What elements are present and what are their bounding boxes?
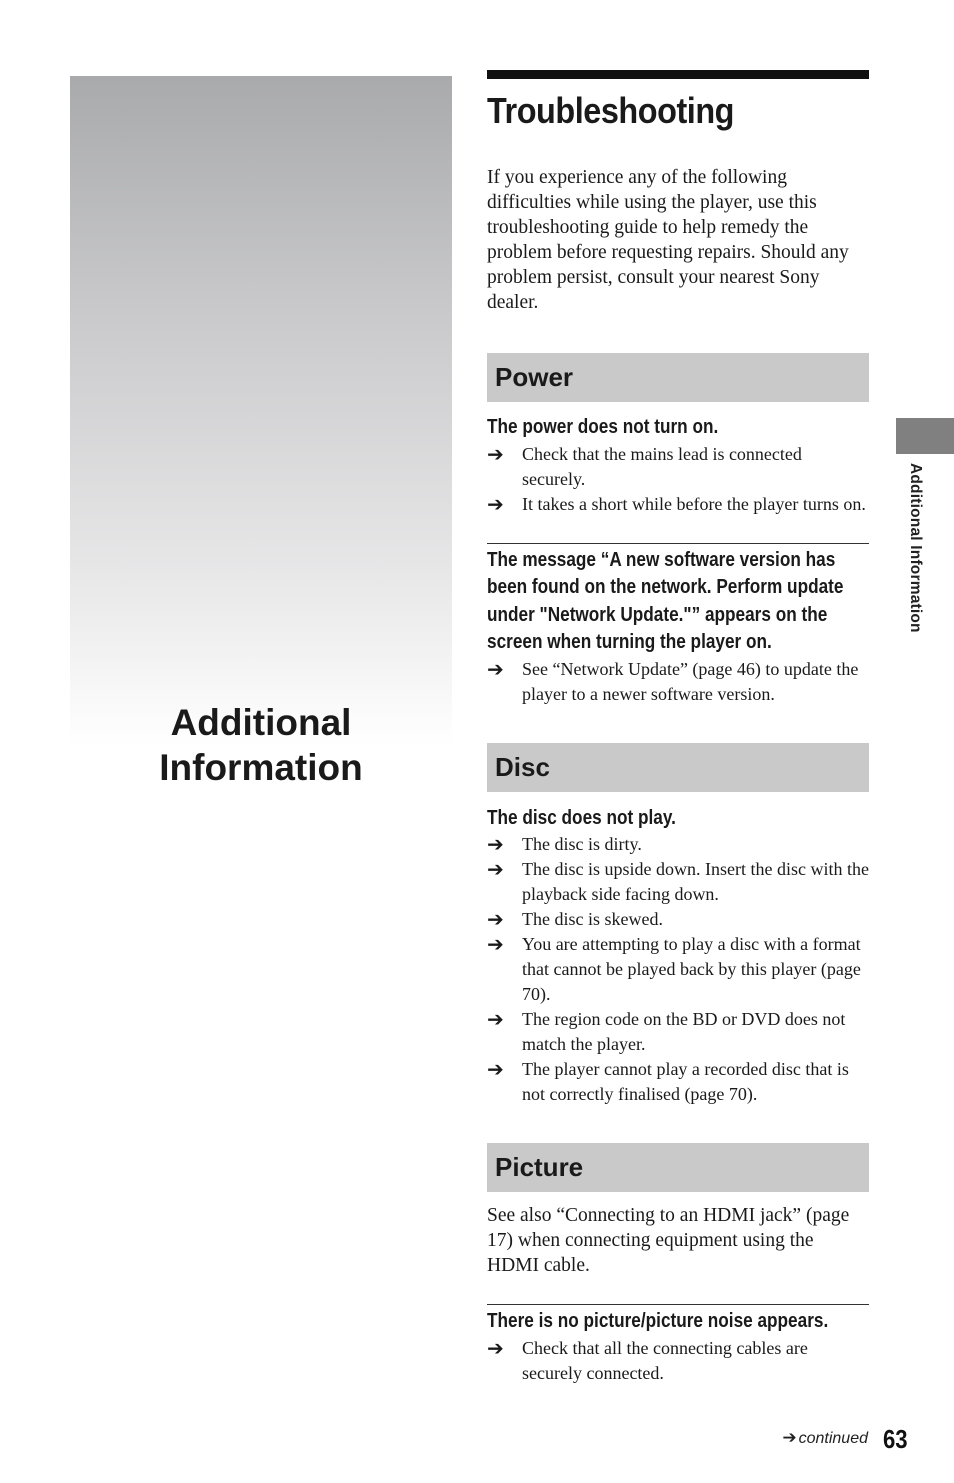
- list-item: ➔ Check that the mains lead is connected securely.: [487, 441, 802, 489]
- arrow-icon: ➔: [487, 832, 504, 856]
- arrow-icon: ➔: [487, 441, 504, 466]
- disc-question-1: The disc does not play.: [487, 806, 676, 829]
- main-column: [487, 70, 869, 1386]
- power-heading: Power: [487, 353, 869, 402]
- arrow-icon: ➔: [487, 656, 504, 681]
- picture-note: See also “Connecting to an HDMI jack” (page 17) when connecting equipment using the HDMI cable.: [487, 1205, 850, 1276]
- chapter-title-line2: Information: [159, 747, 363, 788]
- list-item: ➔ Check that all the connecting cables are securely connected.: [487, 1335, 808, 1383]
- disc-heading: Disc: [487, 743, 869, 792]
- continued-note: ➔ continued: [782, 1428, 868, 1448]
- power-question-2: The message “A new software version has been found on the network. Perform update under "Network Update."” appears on the screen when turning the player on.: [487, 548, 844, 653]
- list-item: ➔ You are attempting to play a disc with a format that cannot be played back by this player (page 70).: [487, 932, 861, 1004]
- arrow-icon: ➔: [487, 932, 504, 956]
- arrow-icon: ➔: [487, 1007, 504, 1031]
- list-item: ➔ See “Network Update” (page 46) to update the player to a newer software version.: [487, 656, 859, 704]
- list-item: ➔ The region code on the BD or DVD does not match the player.: [487, 1007, 846, 1054]
- side-tab-marker: [896, 418, 954, 454]
- list-item: ➔ It takes a short while before the player turns on.: [487, 491, 866, 516]
- divider: [487, 1304, 869, 1305]
- arrow-icon: ➔: [487, 1057, 504, 1081]
- arrow-icon: ➔: [782, 1428, 797, 1448]
- page-number: 63: [883, 1424, 908, 1454]
- title-rule: [487, 70, 869, 79]
- chapter-title: [70, 700, 452, 790]
- power-q1-items: [487, 442, 869, 517]
- intro-paragraph: If you experience any of the following difficulties while using the player, use this troubleshooting guide to help remedy the problem before requesting repairs. Should any problem persist, consult your nearest Sony dealer.: [487, 167, 849, 313]
- chapter-gradient-panel: [70, 76, 452, 746]
- arrow-icon: ➔: [487, 491, 504, 516]
- list-item: ➔ The disc is upside down. Insert the disc with the playback side facing down.: [487, 857, 869, 904]
- picture-heading: Picture: [487, 1143, 869, 1192]
- disc-q1-items: [487, 832, 869, 1107]
- picture-q1-items: [487, 1336, 869, 1386]
- list-item: ➔ The disc is dirty.: [487, 832, 642, 856]
- arrow-icon: ➔: [487, 1335, 504, 1360]
- list-item: ➔ The disc is skewed.: [487, 907, 663, 931]
- divider: [487, 543, 869, 544]
- power-question-1: The power does not turn on.: [487, 416, 719, 438]
- chapter-title-line1: Additional: [170, 702, 352, 743]
- list-item: ➔ The player cannot play a recorded disc that is not correctly finalised (page 70).: [487, 1057, 849, 1104]
- arrow-icon: ➔: [487, 857, 504, 881]
- page-title: Troubleshooting: [487, 90, 735, 131]
- picture-question-1: There is no picture/picture noise appears.: [487, 1310, 829, 1332]
- arrow-icon: ➔: [487, 907, 504, 931]
- power-q2-items: [487, 657, 869, 707]
- side-section-label: Additional Information: [907, 463, 924, 633]
